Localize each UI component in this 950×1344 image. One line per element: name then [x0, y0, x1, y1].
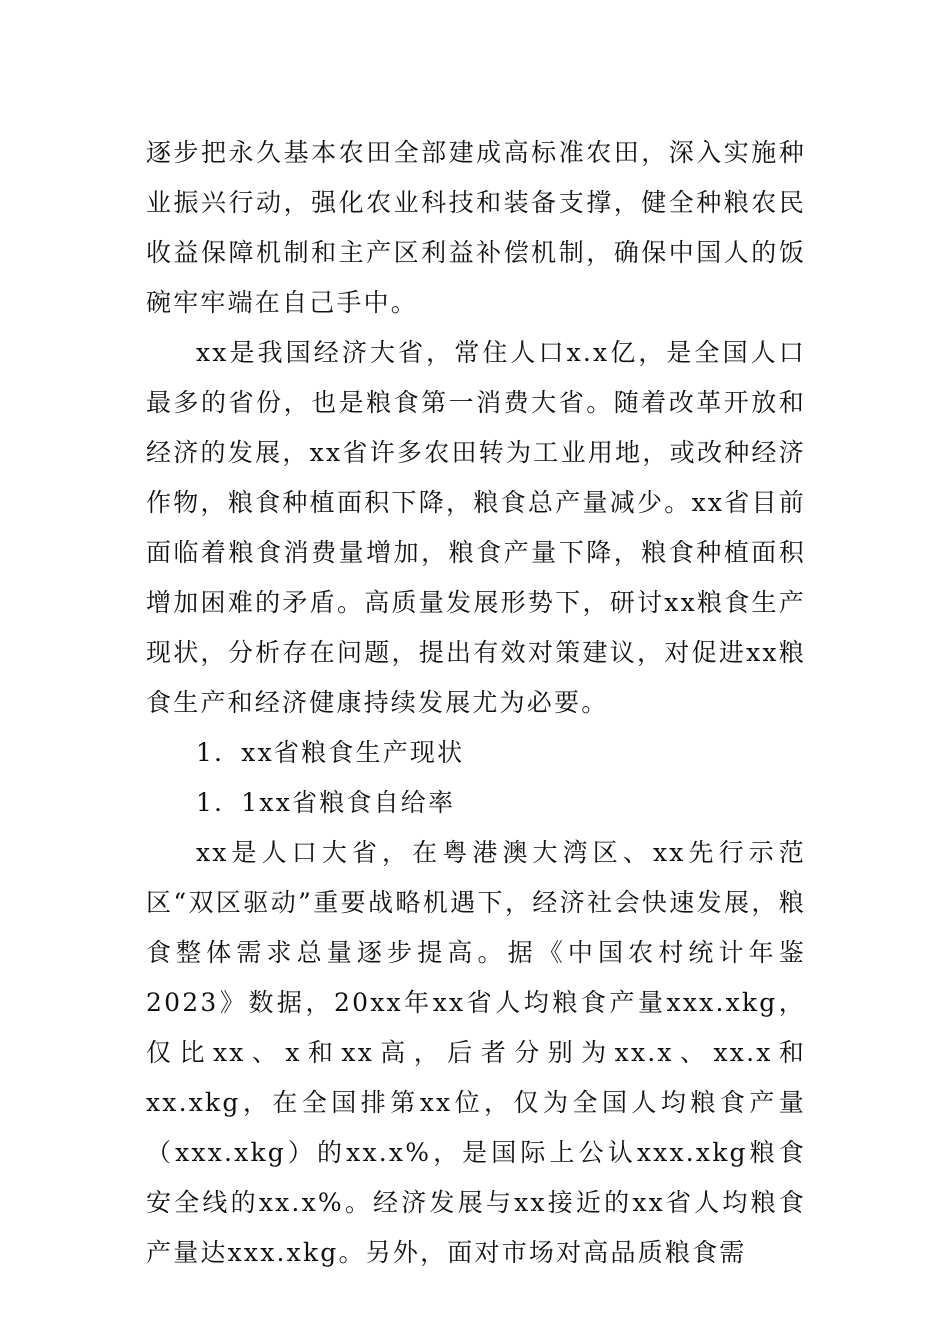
section-heading: 1．xx省粮食生产现状: [196, 738, 465, 767]
paragraph-body: xx是人口大省，在粤港澳大湾区、xx先行示范区“双区驱动”重要战略机遇下，经济社会快速发展，粮食整体需求总量逐步提高。据《中国农村统计年鉴2023》数据，20xx年xx省人均粮食产量xxx.xkg，仅比xx、x和xx高，后者分别为xx.x、xx.x和xx.xkg，在全国排第xx位，仅为全国人均粮食产量（xxx.xkg）的xx.x%，是国际上公认xxx.xkg粮食安全线的xx.x%。经济发展与xx接近的xx省人均粮食产量达xxx.xkg。另外，面对市场对高品质粮食需: [146, 838, 806, 1267]
paragraph-intro: xx是我国经济大省，常住人口x.x亿，是全国人口最多的省份，也是粮食第一消费大省。随着改革开放和经济的发展，xx省许多农田转为工业用地，或改种经济作物，粮食种植面积下降，粮食总产量减少。xx省目前面临着粮食消费量增加，粮食产量下降，粮食种植面积增加困难的矛盾。高质量发展形势下，研讨xx粮食生产现状，分析存在问题，提出有效对策建议，对促进xx粮食生产和经济健康持续发展尤为必要。: [146, 338, 806, 717]
document-body: [146, 128, 806, 1278]
paragraph-continuation: 逐步把永久基本农田全部建成高标准农田，深入实施种业振兴行动，强化农业科技和装备支撑，健全种粮农民收益保障机制和主产区利益补偿机制，确保中国人的饭碗牢牢端在自己手中。: [146, 138, 806, 317]
subsection-heading: 1．1xx省粮食自给率: [196, 788, 456, 817]
